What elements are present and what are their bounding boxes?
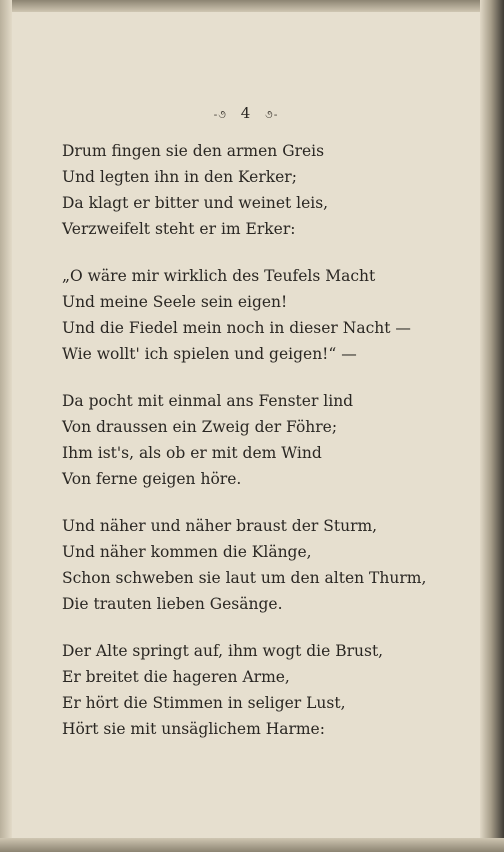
book-page [12,12,480,838]
page-edge-bottom [0,838,504,852]
poem-line: Ihm ist's, als ob er mit dem Wind [62,444,322,462]
poem-line: Von draussen ein Zweig der Föhre; [62,418,338,436]
ornament-right-icon: ૭- [265,108,279,121]
poem-line: Und näher und näher braust der Sturm, [62,517,378,535]
poem-line: Verzweifelt steht er im Erker: [62,220,296,238]
poem-line: Drum fingen sie den armen Greis [62,142,325,160]
poem-line: Und meine Seele sein eigen! [62,293,288,311]
poem-line: Wie wollt' ich spielen und geigen!“ — [62,345,357,363]
poem-body [62,138,462,763]
page-edge-top [0,0,504,12]
poem-line: Da pocht mit einmal ans Fenster lind [62,392,354,410]
poem-line: Der Alte springt auf, ihm wogt die Brust, [62,642,384,660]
poem-line: Von ferne geigen höre. [62,470,242,488]
poem-line: Schon schweben sie laut um den alten Thurm, [62,569,427,587]
stanza-5 [62,638,462,742]
poem-line: Er breitet die hageren Arme, [62,668,290,686]
stanza-3 [62,388,462,492]
poem-line: Und näher kommen die Klänge, [62,543,312,561]
poem-line: Und die Fiedel mein noch in dieser Nacht — [62,319,411,337]
poem-line: Er hört die Stimmen in seliger Lust, [62,694,346,712]
poem-line: Hört sie mit unsäglichem Harme: [62,720,325,738]
stanza-2 [62,263,462,367]
page-edge-left [0,0,12,852]
poem-line: Die trauten lieben Gesänge. [62,595,283,613]
book-binding-edge [480,0,504,852]
stanza-1 [62,138,462,242]
page-header [12,104,480,122]
page-number: 4 [240,104,252,122]
poem-line: Da klagt er bitter und weinet leis, [62,194,329,212]
poem-line: Und legten ihn in den Kerker; [62,168,297,186]
ornament-left-icon: -૭ [213,108,227,121]
stanza-4 [62,513,462,617]
poem-line: „O wäre mir wirklich des Teufels Macht [62,267,376,285]
